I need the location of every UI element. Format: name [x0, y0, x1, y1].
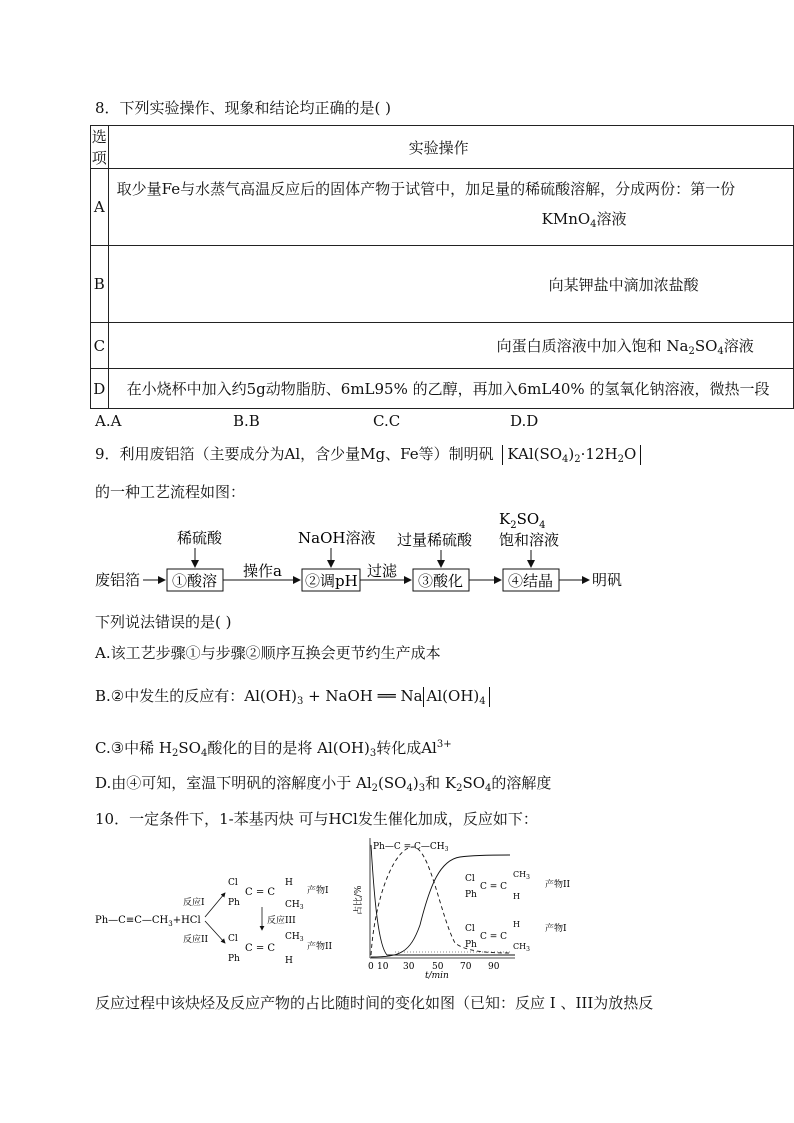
reaction-scheme	[95, 835, 360, 970]
row-option: A	[91, 169, 109, 246]
g-p1-label: 产物I	[545, 924, 567, 934]
row-option: C	[91, 323, 109, 369]
flow-step2: ②调pH	[305, 572, 358, 590]
reactant: $Ph—C\equiv C—CH_3+HCl$	[95, 915, 201, 928]
header-operation: 实验操作	[108, 126, 793, 169]
g-p2-label: 产物II	[545, 880, 571, 890]
table-row	[91, 369, 794, 409]
g-p2-cc: C = C	[480, 882, 508, 892]
p2-cc: C = C	[245, 943, 276, 954]
flow-reagent2: NaOH溶液	[298, 529, 376, 547]
q9-option-a[interactable]: A.该工艺步骤①与步骤②顺序互换会更节约生产成本	[95, 644, 441, 662]
q9-stem-line2: 的一种工艺流程如图：	[95, 483, 246, 501]
g-p2-ph: Ph	[465, 890, 477, 900]
q9-option-d[interactable]: D.由④可知，室温下明矾的溶解度小于 $Al_2(SO_4)_3$和 $K_2SO_4$的溶解度	[95, 774, 552, 794]
g-p1-ph: Ph	[465, 940, 477, 950]
g-p1-cc: C = C	[480, 932, 508, 942]
row-c-text: 向蛋白质溶液中加入饱和 $Na_2SO_4$溶液	[108, 323, 793, 369]
flow-filter: 过滤	[367, 562, 398, 580]
time-profile-graph	[354, 835, 605, 981]
x-tick: 10	[377, 962, 389, 972]
g-p2-h: H	[513, 892, 520, 901]
table-row	[91, 323, 794, 369]
flow-reagent3: 过量稀硫酸	[397, 531, 473, 549]
x-tick: 0	[368, 962, 374, 972]
g-p1-ch3: $CH_3$	[513, 942, 530, 953]
p1-h: H	[285, 878, 293, 888]
x-tick: 70	[460, 962, 472, 972]
row-option: D	[91, 369, 109, 409]
process-flow-diagram	[95, 510, 655, 595]
q9-stem: 9．利用废铝箔（主要成分为Al，含少量Mg、Fe等）制明矾 $KAl(SO_4)_2\cdot 12H_2O$	[95, 443, 641, 465]
p2-ph: Ph	[228, 954, 240, 964]
table-row	[91, 246, 794, 323]
x-axis-label: t/min	[425, 971, 449, 981]
x-tick: 50	[432, 962, 444, 972]
q8-stem: 8．下列实验操作、现象和结论均正确的是( )	[95, 99, 392, 117]
alum-formula: $KAl(SO_4)_2\cdot 12H_2O$	[502, 445, 641, 465]
answer-a[interactable]: A.A	[95, 412, 122, 430]
q8-options-table	[90, 125, 794, 409]
flow-start: 废铝箔	[95, 571, 141, 589]
p2-ch3: $CH_3$	[285, 932, 304, 943]
p2-cl: Cl	[228, 934, 238, 944]
q10-stem: 10．一定条件下，1-苯基丙炔 可与HCl发生催化加成，反应如下：	[95, 810, 538, 828]
row-option: B	[91, 246, 109, 323]
q10-tail: 反应过程中该炔烃及反应产物的占比随时间的变化如图（已知：反应 I 、III为放热反	[95, 994, 654, 1012]
p1-label: 产物I	[307, 886, 329, 896]
x-tick: 90	[488, 962, 500, 972]
p2-h: H	[285, 956, 293, 966]
row-b-text: 向某钾盐中滴加浓盐酸	[108, 246, 793, 323]
g-p2-cl: Cl	[465, 874, 475, 884]
q9-option-c[interactable]: C.③中稀 $H_2SO_4$酸化的目的是将 $Al(OH)_3$转化成$Al^{3+}$	[95, 739, 452, 759]
table-row	[91, 169, 794, 246]
p1-cc: C = C	[245, 887, 276, 898]
x-ticks	[368, 962, 500, 972]
p1-ph: Ph	[228, 898, 240, 908]
flow-reagent1: 稀硫酸	[177, 529, 223, 547]
flow-reagent4-line1: $K_2SO_4$	[499, 510, 546, 531]
graph-alkyne-label: Ph—C = $C—CH_3$	[373, 842, 449, 853]
reaction-1-label: 反应I	[183, 898, 205, 908]
answer-c[interactable]: C.C	[373, 412, 401, 430]
flow-step3: ③酸化	[418, 572, 464, 590]
flow-reagent4-line2: 饱和溶液	[499, 531, 560, 549]
y-axis-label: 占比/%	[354, 885, 364, 915]
x-tick: 30	[403, 962, 415, 972]
g-p2-ch3: $CH_3$	[513, 870, 530, 881]
p1-cl: Cl	[228, 878, 238, 888]
flow-step1: ①酸溶	[172, 572, 218, 590]
header-option: 选项	[91, 126, 109, 169]
q9-prompt: 下列说法错误的是( )	[95, 613, 232, 631]
row-a-line2: KMnO$_4$溶液	[541, 210, 627, 230]
row-a-line1: 取少量Fe与水蒸气高温反应后的固体产物于试管中，加足量的稀硫酸溶解，分成两份：第一份	[116, 180, 736, 198]
flow-end: 明矾	[592, 571, 623, 589]
q9-option-b[interactable]: B.②中发生的反应有：$Al(OH)_3$ + NaOH ══ Na $Al(OH)_4$	[95, 685, 490, 707]
g-p1-cl: Cl	[465, 924, 475, 934]
flow-op-a: 操作a	[243, 562, 282, 580]
reaction-2-label: 反应II	[183, 935, 209, 945]
flow-step4: ④结晶	[508, 572, 554, 590]
row-d-text: 在小烧杯中加入约5g动物脂肪、6mL95% 的乙醇，再加入6mL40% 的氢氧化钠溶液，微热一段	[108, 369, 793, 409]
p2-label: 产物II	[307, 942, 333, 952]
answer-b[interactable]: B.B	[233, 412, 260, 430]
answer-d[interactable]: D.D	[510, 412, 539, 430]
reaction-3-label: 反应III	[267, 916, 296, 926]
g-p1-h: H	[513, 920, 520, 929]
p1-ch3: $CH_3$	[285, 900, 304, 911]
